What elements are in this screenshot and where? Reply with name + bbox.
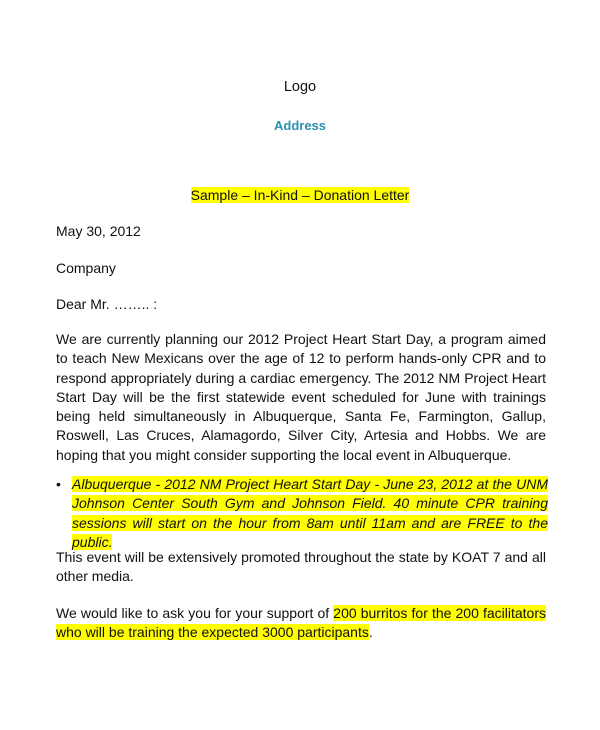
intro-paragraph: We are currently planning our 2012 Project Heart Start Day, a program aimed to teach New Mexicans over the age of 12 to perform hands-only CPR and to respond appropriately during a cardiac emergency. The 2012 NM Project Heart Start Day will be the first statewide event scheduled for June with trainings being held simultaneously in Albuquerque, Santa Fe, Farmington, Gallup, Roswell, Las Cruces, Alamagordo, Silver City, Artesia and Hobbs. We are hoping that you might consider supporting the local event in Albuquerque. <box>56 331 546 463</box>
request-plain-text: We would like to ask you for your support of <box>56 605 334 621</box>
salutation: Dear Mr. …….. : <box>56 296 158 312</box>
request-highlight-text: 200 burritos for the 200 facilitators who will be training the expected 3000 participants <box>56 605 546 641</box>
request-paragraph: We would like to ask you for your support of 200 burritos for the 200 facilitators who will be training the expected 3000 participants. <box>56 605 546 641</box>
event-bullet-highlight: Albuquerque - 2012 NM Project Heart Start Day - June 23, 2012 at the UNM Johnson Center South Gym and Johnson Field. 40 minute CPR training sessions will start on the hour from 8am until 11am and are FREE to the public. <box>72 476 548 550</box>
event-bullet-text <box>72 475 548 552</box>
letter-title <box>0 187 600 203</box>
logo-placeholder: Logo <box>283 79 317 95</box>
company-line: Company <box>56 260 116 276</box>
address-placeholder: Address <box>273 118 327 133</box>
letter-date: May 30, 2012 <box>56 223 141 239</box>
letter-title-text: Sample – In-Kind – Donation Letter <box>190 187 410 203</box>
promotion-paragraph: This event will be extensively promoted throughout the state by KOAT 7 and all other media. <box>56 549 546 585</box>
bullet-dot-icon: • <box>56 476 61 492</box>
